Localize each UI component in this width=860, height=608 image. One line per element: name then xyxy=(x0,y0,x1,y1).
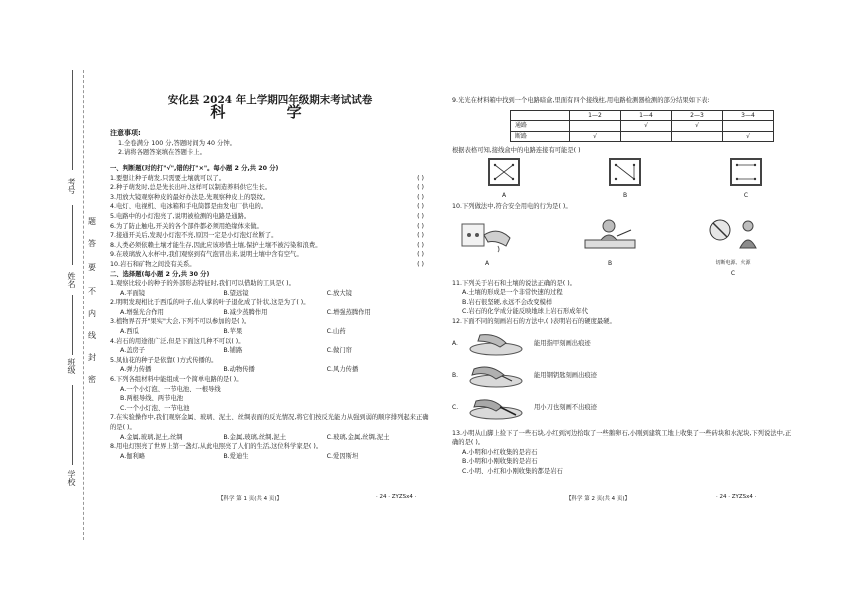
choice-question: 7.在实验操作中,我们观察金属、玻璃、泥土、丝绸表面的反光情况,将它们按反光能力从强到弱的顺序排列起来正确的是( )。 xyxy=(110,414,429,431)
question-text: 4.电灯、电视机、电冰箱和手电筒都是由发电厂供电的。 xyxy=(110,203,268,211)
option: A.金属,玻璃,泥土,丝绸 xyxy=(120,433,183,441)
picture-b xyxy=(581,216,639,279)
judge-item xyxy=(110,183,430,193)
fingernail-scratch-icon xyxy=(466,331,526,357)
option: B.铺路 xyxy=(223,347,243,355)
table-header: 3—4 xyxy=(723,110,774,121)
option: C.山药 xyxy=(326,328,346,336)
judge-item xyxy=(110,231,430,241)
option-letter: B xyxy=(622,191,628,199)
question-text: 10.岩石和矿物之间没有关系。 xyxy=(110,260,196,268)
choice-options xyxy=(110,452,430,462)
name-line xyxy=(72,205,73,265)
option-letter: A xyxy=(501,191,507,199)
choice-options xyxy=(110,289,430,299)
judge-item xyxy=(110,260,430,270)
option: B.爱迪生 xyxy=(223,452,249,460)
scratch-option-a xyxy=(452,329,792,359)
class-line xyxy=(72,295,73,355)
answer-paren: ( ) xyxy=(417,193,424,201)
judge-item xyxy=(110,250,430,260)
option: B.动物传播 xyxy=(223,366,255,374)
picture-a xyxy=(458,216,516,279)
option: A.土壤的形成是一个非常快速的过程 xyxy=(462,289,563,297)
class-label: 班级 xyxy=(67,358,76,374)
choice-question: 1.观察比较小的种子的外部形态特征时,我们可以借助的工具是( )。 xyxy=(110,280,295,288)
choice-options xyxy=(110,433,430,443)
option: A.盖房子 xyxy=(120,347,146,355)
option: A.弹力传播 xyxy=(120,366,152,374)
answer-paren: ( ) xyxy=(417,260,424,268)
option-letter: C xyxy=(730,269,736,277)
option: B.望远镜 xyxy=(223,289,249,297)
option: C.一个小灯泡、一节电池 xyxy=(120,404,190,412)
table-cell: √ xyxy=(723,131,774,142)
right-page-footer: 【科学 第 2 页(共 4 页)】 xyxy=(566,496,631,502)
option-text: 用小刀也刻画不出痕迹 xyxy=(534,403,597,411)
option-letter: B. xyxy=(452,371,459,379)
question-text: 8.人类必须依赖土壤才能生存,因此应该珍惜土壤,保护土壤不被污染和浪费。 xyxy=(110,241,322,249)
answer-paren: ( ) xyxy=(417,203,424,211)
circuit-diagram-icon xyxy=(488,158,520,186)
cut-power-icon xyxy=(704,216,762,256)
seal-char: 密 xyxy=(88,375,96,384)
choice-options xyxy=(110,365,430,375)
option: A.小明和小红收集的是岩石 xyxy=(462,448,538,456)
notice-item: 1.全卷满分 100 分,答题时间为 40 分钟。 xyxy=(118,139,236,147)
question-text: 9.在玻璃放入水杯中,我们观察到有气泡冒出来,说明土壤中含有空气。 xyxy=(110,251,303,259)
judge-item xyxy=(110,241,430,251)
person-at-socket-icon xyxy=(581,216,639,256)
option-text: 能用钢钥匙刻画出痕迹 xyxy=(534,371,597,379)
seal-char: 答 xyxy=(88,239,96,248)
table-row xyxy=(511,121,774,132)
option: B.两根导线、两节电池 xyxy=(120,395,183,403)
answer-paren: ( ) xyxy=(417,241,424,249)
question-9: 9.光光在材料箱中找到一个电路暗盒,里面有四个接线柱,用电路检测器检测的部分结果如下表: xyxy=(452,97,710,104)
option: B.小明和小刚收集的是岩石 xyxy=(462,458,538,466)
option: B.减少蒸腾作用 xyxy=(223,308,268,316)
answer-paren: ( ) xyxy=(417,212,424,220)
option: B.苹果 xyxy=(223,328,243,336)
exam-title: 安化县 2024 年上学期四年级期末考试试卷 xyxy=(167,94,373,106)
table-cell xyxy=(672,131,723,142)
option: A.西瓜 xyxy=(120,328,139,336)
row-label: 断路 xyxy=(511,131,570,142)
left-code-footer: · 24 · ZYZSx4 · xyxy=(376,494,417,500)
choice-question: 5.凤仙花的种子是依靠( )方式传播的。 xyxy=(110,356,218,364)
choice-options xyxy=(110,308,430,318)
answer-paren: ( ) xyxy=(417,174,424,182)
option-letter: C. xyxy=(452,403,459,411)
option: A.平面镜 xyxy=(120,289,146,297)
option-letter: A. xyxy=(452,339,458,347)
question-13: 13.小明从山脚上捡下了一些石块,小红到河边拾取了一些鹅卵石,小刚到建筑工地上收集了一些砖块和水泥块,下列说法中,正确的是( )。 xyxy=(452,429,792,447)
circuit-diagram-icon xyxy=(730,158,762,186)
choice-question: 2.明明发现相比于西瓜的叶子,仙人掌的叶子退化成了针状,这是为了( )。 xyxy=(110,299,310,307)
left-page-footer: 【科学 第 1 页(共 4 页)】 xyxy=(218,496,283,502)
choice-question: 8.用电灯照亮了世界上第一盏灯,从此电照亮了人们的生活,这位科学家是( )。 xyxy=(110,443,323,451)
option-text: 能用指甲刻画出痕迹 xyxy=(534,339,591,347)
judge-item xyxy=(110,212,430,222)
left-column xyxy=(110,96,430,461)
choice-question: 3.植物界召开"果实"大会,下列不可以参加的是( )。 xyxy=(110,318,251,326)
option-letter: B xyxy=(607,260,613,268)
table-cell: √ xyxy=(570,131,621,142)
option-letter: A xyxy=(484,260,490,268)
question-text: 5.电路中的小灯泡亮了,说明被检测的电路是通路。 xyxy=(110,212,251,220)
table-corner xyxy=(511,110,570,121)
option: C.放大镜 xyxy=(326,289,352,297)
exam-subject: 科 学 xyxy=(210,102,330,121)
scratch-option-b xyxy=(452,361,792,391)
table-row xyxy=(511,131,774,142)
table-header: 2—3 xyxy=(672,110,723,121)
exam-number-label: 考号 xyxy=(67,178,76,194)
notice-heading: 注意事项: xyxy=(110,129,141,138)
school-label: 学校 xyxy=(67,470,76,486)
circuit-box-options xyxy=(452,158,792,200)
choice-question: 4.岩石的用途很广泛,但是下面这几种不可以( )。 xyxy=(110,337,245,345)
judge-section-heading: 一、判断题(对的打"√",错的打"×"。每小题 2 分,共 20 分) xyxy=(110,164,279,172)
question-9-follow: 根据表格可知,接线盒中的电路连接有可能是( ) xyxy=(452,147,581,155)
option: C.岩石的化学成分能反映地球上岩石形成年代 xyxy=(462,308,589,316)
table-cell: √ xyxy=(621,121,672,132)
picture-c xyxy=(704,216,762,279)
option: C.小明、小红和小刚收集的都是岩石 xyxy=(462,467,563,475)
answer-paren: ( ) xyxy=(417,222,424,230)
option: A.增强光合作用 xyxy=(120,308,164,316)
judge-item xyxy=(110,202,430,212)
table-header: 1—4 xyxy=(621,110,672,121)
judge-item xyxy=(110,222,430,232)
school-line xyxy=(72,385,73,465)
question-text: 2.种子萌发时,总是先长出叶,这样可以制造养料供它生长。 xyxy=(110,184,272,192)
table-cell xyxy=(621,131,672,142)
question-text: 7.接通开关后,发现小灯泡不亮,原因一定是小灯泡灯丝断了。 xyxy=(110,232,278,240)
seal-char: 封 xyxy=(88,353,96,362)
question-10: 10.下列做法中,符合安全用电的行为是( )。 xyxy=(452,203,572,211)
scratch-option-c xyxy=(452,393,792,423)
seal-char: 要 xyxy=(88,263,96,272)
wet-hand-plug-icon xyxy=(458,216,516,256)
name-label: 姓名 xyxy=(67,272,76,288)
circuit-diagram-icon xyxy=(609,158,641,186)
option: A.一个小灯泡、一节电池、一根导线 xyxy=(120,385,221,393)
seal-char: 线 xyxy=(88,331,96,340)
circuit-box-a xyxy=(488,158,520,200)
circuit-test-table xyxy=(510,110,774,143)
choice-options xyxy=(110,346,430,356)
choice-question: 6.下列各组材料中能组成一个简单电路的是( )。 xyxy=(110,376,243,384)
judge-item xyxy=(110,174,430,184)
right-code-footer: · 24 · ZYZSx4 · xyxy=(716,494,757,500)
seal-char: 题 xyxy=(88,217,96,226)
row-label: 通路 xyxy=(511,121,570,132)
question-11: 11.下列关于岩石和土壤的说法正确的是( )。 xyxy=(452,279,576,287)
question-text: 6.为了防止触电,开关的各个部件都必须用绝缘体来做。 xyxy=(110,222,263,230)
choice-section-heading: 二、选择题(每小题 2 分,共 30 分) xyxy=(110,270,210,278)
table-cell: √ xyxy=(672,121,723,132)
seal-dashed-line xyxy=(83,70,84,540)
notice-item: 2.请将各题答案填在答题卡上。 xyxy=(118,149,206,157)
option: C.爱因斯坦 xyxy=(326,452,359,460)
question-text: 3.用放大镜观察种皮的最好办法是,先观察种皮上的裂纹。 xyxy=(110,193,270,201)
circuit-box-b xyxy=(609,158,641,200)
key-scratch-icon xyxy=(466,363,526,389)
answer-paren: ( ) xyxy=(417,232,424,240)
option-letter: C xyxy=(743,191,749,199)
knife-scratch-icon xyxy=(466,395,526,421)
exam-number-line xyxy=(72,70,73,170)
table-cell xyxy=(723,121,774,132)
picture-caption: 切断电源、火源 xyxy=(715,260,751,267)
safety-picture-options xyxy=(452,216,792,279)
option: C.增强蒸腾作用 xyxy=(326,308,371,316)
question-12: 12.下面不同的刻画岩石的方法中,( )表明岩石的硬度最硬。 xyxy=(452,317,616,325)
option: B.岩石很坚硬,永远不会改变模样 xyxy=(462,298,553,306)
option: C.风力传播 xyxy=(326,366,359,374)
table-cell xyxy=(570,121,621,132)
table-header: 1—2 xyxy=(570,110,621,121)
answer-paren: ( ) xyxy=(417,184,424,192)
choice-options xyxy=(110,327,430,337)
question-text: 1.要想让种子萌发,只需要土壤就可以了。 xyxy=(110,174,226,182)
right-column xyxy=(452,96,792,476)
seal-char: 不 xyxy=(88,287,96,296)
seal-char: 内 xyxy=(88,309,96,318)
option: C.玻璃,金属,丝绸,泥土 xyxy=(326,433,390,441)
option: C.做门帘 xyxy=(326,347,352,355)
judge-item xyxy=(110,193,430,203)
answer-paren: ( ) xyxy=(417,251,424,259)
option: A.伽利略 xyxy=(120,452,146,460)
option: B.金属,玻璃,丝绸,泥土 xyxy=(223,433,287,441)
circuit-box-c xyxy=(730,158,762,200)
